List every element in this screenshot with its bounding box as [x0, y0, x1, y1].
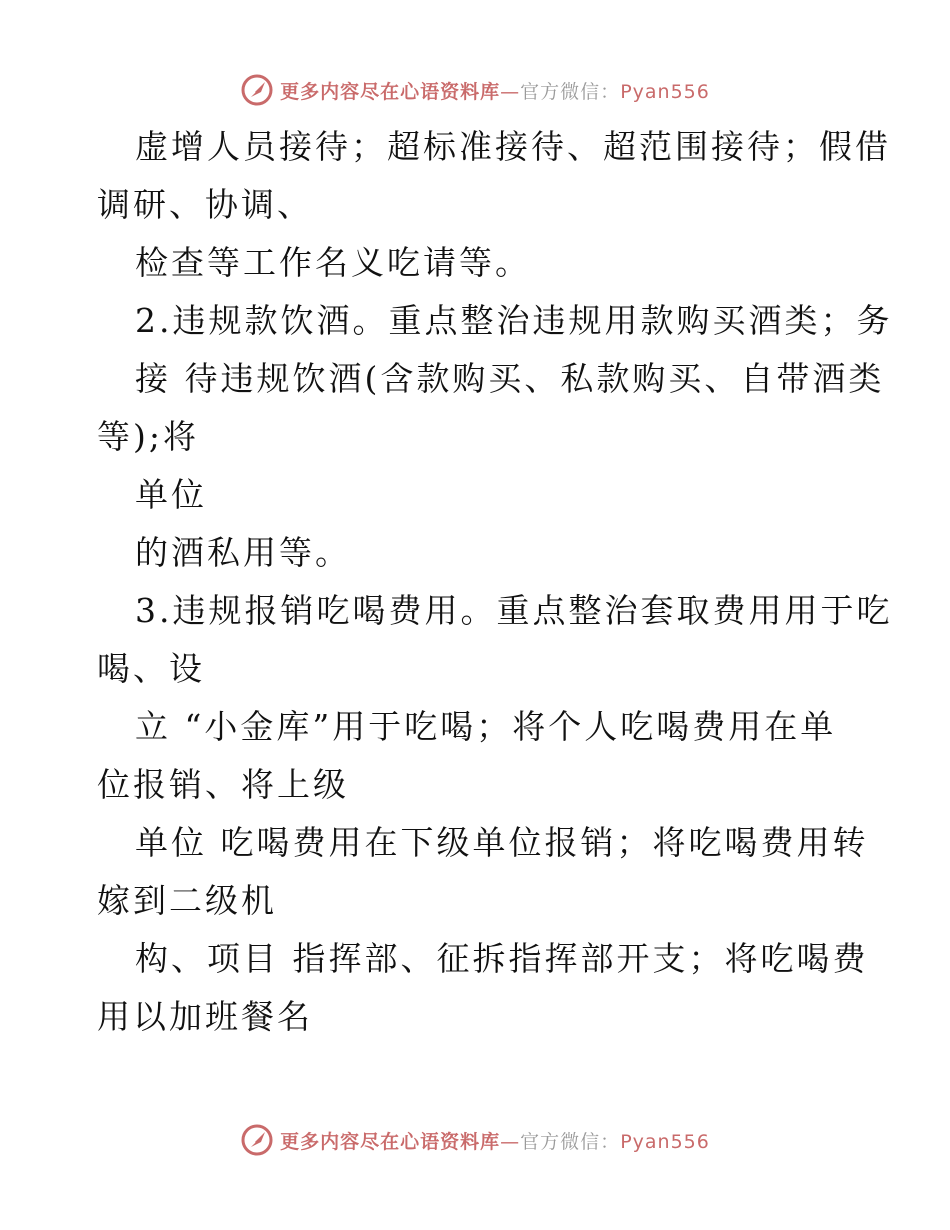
text-line: 等);将	[97, 417, 199, 456]
header-watermark	[0, 72, 950, 108]
text-line: 单位	[135, 475, 207, 514]
text-line: 调研、协调、	[97, 185, 313, 224]
text-line: 2.违规款饮酒。重点整治违规用款购买酒类；务	[135, 301, 893, 340]
text-line: 位报销、将上级	[97, 765, 349, 804]
watermark-id: Pyan556	[620, 1130, 710, 1153]
text-line: 3.违规报销吃喝费用。重点整治套取费用用于吃	[135, 591, 893, 630]
quill-logo-icon	[240, 1123, 274, 1157]
text-line: 单位 吃喝费用在下级单位报销；将吃喝费用转	[135, 823, 869, 862]
text-line: 立 “小金库”用于吃喝；将个人吃喝费用在单	[135, 707, 837, 746]
watermark-label: 官方微信：	[520, 1130, 621, 1153]
text-line: 的酒私用等。	[135, 533, 351, 572]
text-line: 用以加班餐名	[97, 997, 313, 1036]
text-line: 检查等工作名义吃请等。	[135, 243, 531, 282]
watermark-brand: 更多内容尽在心语资料库	[280, 80, 501, 103]
watermark-dash: —	[500, 80, 521, 103]
text-line: 嫁到二级机	[97, 881, 277, 920]
text-line: 接 待违规饮酒(含款购买、私款购买、自带酒类	[135, 359, 885, 398]
watermark-label: 官方微信：	[520, 80, 621, 103]
watermark-id: Pyan556	[620, 80, 710, 103]
text-line: 虚增人员接待；超标准接待、超范围接待；假借	[135, 127, 891, 166]
text-line: 构、项目 指挥部、征拆指挥部开支；将吃喝费	[135, 939, 869, 978]
quill-logo-icon	[240, 73, 274, 107]
watermark-brand: 更多内容尽在心语资料库	[280, 1130, 501, 1153]
watermark-dash: —	[500, 1130, 521, 1153]
footer-watermark	[0, 1122, 950, 1158]
text-line: 喝、设	[97, 649, 205, 688]
